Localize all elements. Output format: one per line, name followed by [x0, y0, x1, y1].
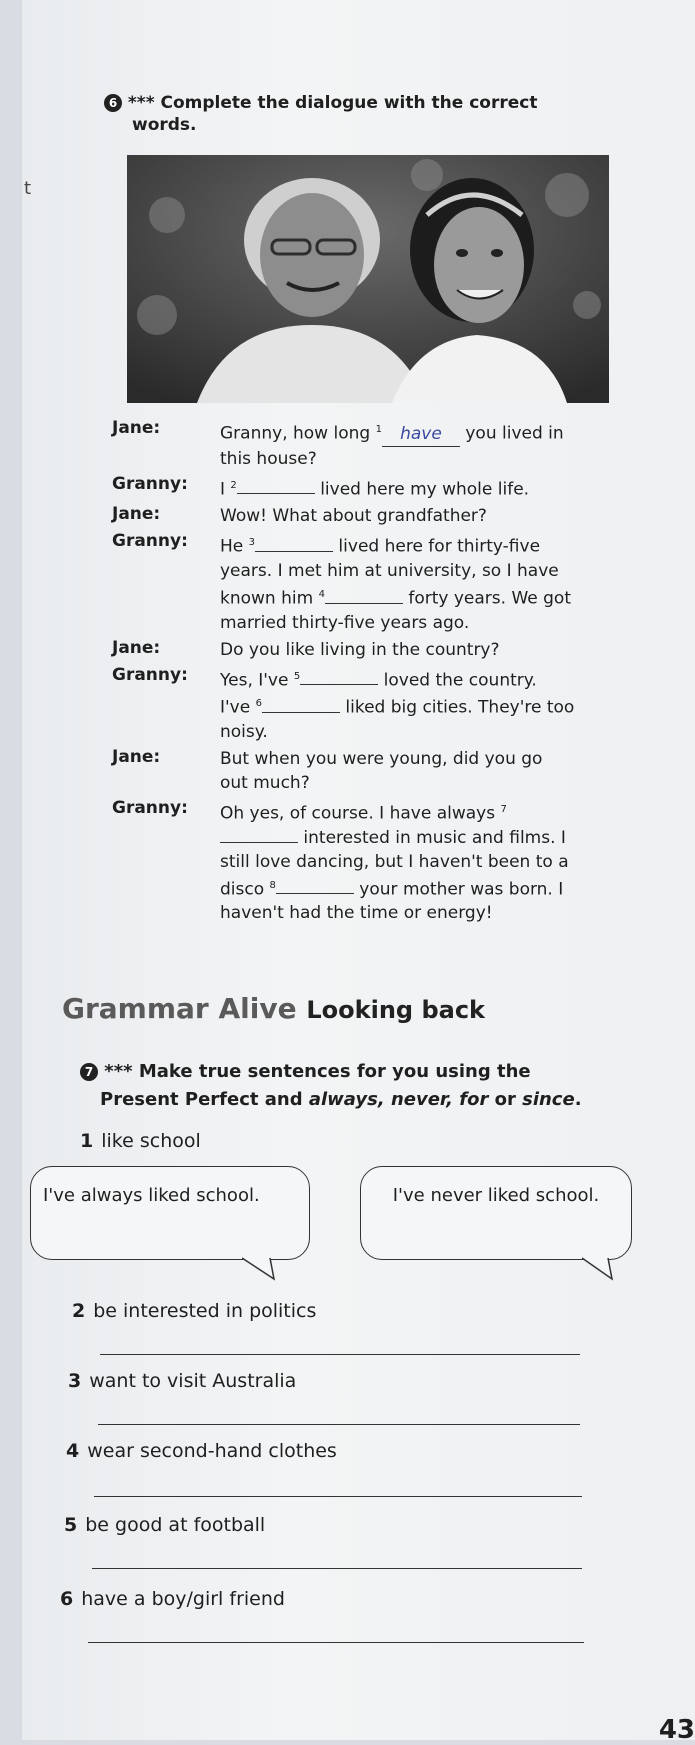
answer-blank-8[interactable]: [276, 877, 354, 894]
bubble-text: I've never liked school.: [392, 1185, 600, 1206]
difficulty-stars: ***: [127, 93, 155, 113]
answer-line[interactable]: [92, 1568, 582, 1569]
dialogue-text: Yes, I've $^5$ loved the country.: [220, 670, 537, 691]
answer-line[interactable]: [100, 1354, 580, 1355]
instruction-line-2: words.: [132, 115, 197, 135]
dialogue-text: Oh yes, of course. I have always $^7$: [220, 803, 507, 824]
bubble-tail-right: [582, 1257, 622, 1281]
dialogue-text: noisy.: [220, 721, 268, 742]
speaker: Jane:: [112, 746, 161, 767]
answer-line[interactable]: [88, 1642, 584, 1643]
page-number: 43: [658, 1715, 695, 1745]
instruction-line-2: Present Perfect and always, never, for or since.: [100, 1089, 582, 1110]
dialogue-text: He $^3$ lived here for thirty-five: [220, 536, 541, 557]
dialogue-text: I $^2$ lived here my whole life.: [220, 479, 530, 500]
exercise-item: 2 be interested in politics: [72, 1300, 317, 1322]
answer-blank-5[interactable]: [300, 668, 378, 685]
speaker: Granny:: [112, 473, 188, 494]
exercise-item: 5 be good at football: [64, 1514, 266, 1536]
exercise-item: 4 wear second-hand clothes: [66, 1440, 337, 1462]
dialogue-text: years. I met him at university, so I have: [220, 560, 559, 581]
speech-bubble-right: [360, 1166, 632, 1260]
exercise-7-header: [80, 1058, 582, 1114]
instruction-line-1: Make true sentences for you using the: [138, 1061, 531, 1082]
dialogue-text: out much?: [220, 772, 310, 793]
dialogue-text: haven't had the time or energy!: [220, 903, 493, 924]
answer-line[interactable]: [94, 1496, 582, 1497]
photo-granny-and-girl: [127, 155, 609, 403]
dialogue-text: interested in music and films. I: [220, 826, 569, 850]
dialogue-line: [112, 418, 672, 471]
dialogue-text: this house?: [220, 448, 317, 469]
bubble-tail-left: [242, 1257, 282, 1281]
dialogue-text: Wow! What about grandfather?: [220, 506, 487, 527]
speech-bubble-left: [30, 1166, 310, 1260]
dialogue: [112, 418, 672, 928]
answer-blank-7[interactable]: [220, 826, 298, 843]
dialogue-text: disco $^8$ your mother was born. I: [220, 879, 564, 900]
section-title-sub: Looking back: [306, 996, 485, 1024]
dialogue-line: [112, 798, 672, 925]
exercise-number-badge: 7: [80, 1063, 98, 1081]
dialogue-text: Do you like living in the country?: [220, 639, 500, 660]
dialogue-line: [112, 531, 672, 634]
dialogue-text: still love dancing, but I haven't been to a: [220, 851, 569, 872]
instruction-line-1: Complete the dialogue with the correct: [160, 93, 538, 113]
dialogue-text: Granny, how long $^1$ have you lived in: [220, 418, 564, 447]
margin-text: t: [24, 178, 32, 199]
dialogue-text: married thirty-five years ago.: [220, 612, 470, 633]
exercise-6-header: [104, 92, 537, 136]
speaker: Granny:: [112, 797, 188, 818]
speaker: Granny:: [112, 531, 188, 552]
answer-blank-4[interactable]: [325, 587, 403, 604]
dialogue-line: [112, 665, 672, 744]
section-title: [62, 992, 485, 1025]
answer-blank-2[interactable]: [237, 477, 315, 494]
answer-line[interactable]: [98, 1424, 580, 1425]
speaker: Jane:: [112, 418, 161, 438]
speaker: Granny:: [112, 664, 188, 685]
dialogue-line: [112, 638, 672, 662]
answer-blank-3[interactable]: [255, 535, 333, 552]
speaker: Jane:: [112, 504, 161, 525]
exercise-item: 3 want to visit Australia: [68, 1370, 297, 1392]
dialogue-text: But when you were young, did you go: [220, 748, 543, 769]
dialogue-text: known him $^4$ forty years. We got: [220, 588, 571, 609]
speaker: Jane:: [112, 637, 161, 658]
dialogue-line: [112, 747, 672, 795]
difficulty-stars: ***: [104, 1061, 133, 1082]
exercise-item: 1 like school: [80, 1130, 201, 1152]
dialogue-text: I've $^6$ liked big cities. They're too: [220, 697, 575, 718]
workbook-page: [22, 0, 695, 1745]
bubble-text: I've always liked school.: [43, 1185, 260, 1206]
dialogue-line: [112, 474, 672, 502]
answer-blank-6[interactable]: [262, 696, 340, 713]
answer-blank-1[interactable]: have: [382, 422, 460, 447]
section-title-brand: Grammar Alive: [62, 992, 297, 1025]
dialogue-line: [112, 504, 672, 528]
exercise-item: 6 have a boy/girl friend: [60, 1588, 285, 1610]
exercise-number-badge: 6: [104, 94, 122, 112]
